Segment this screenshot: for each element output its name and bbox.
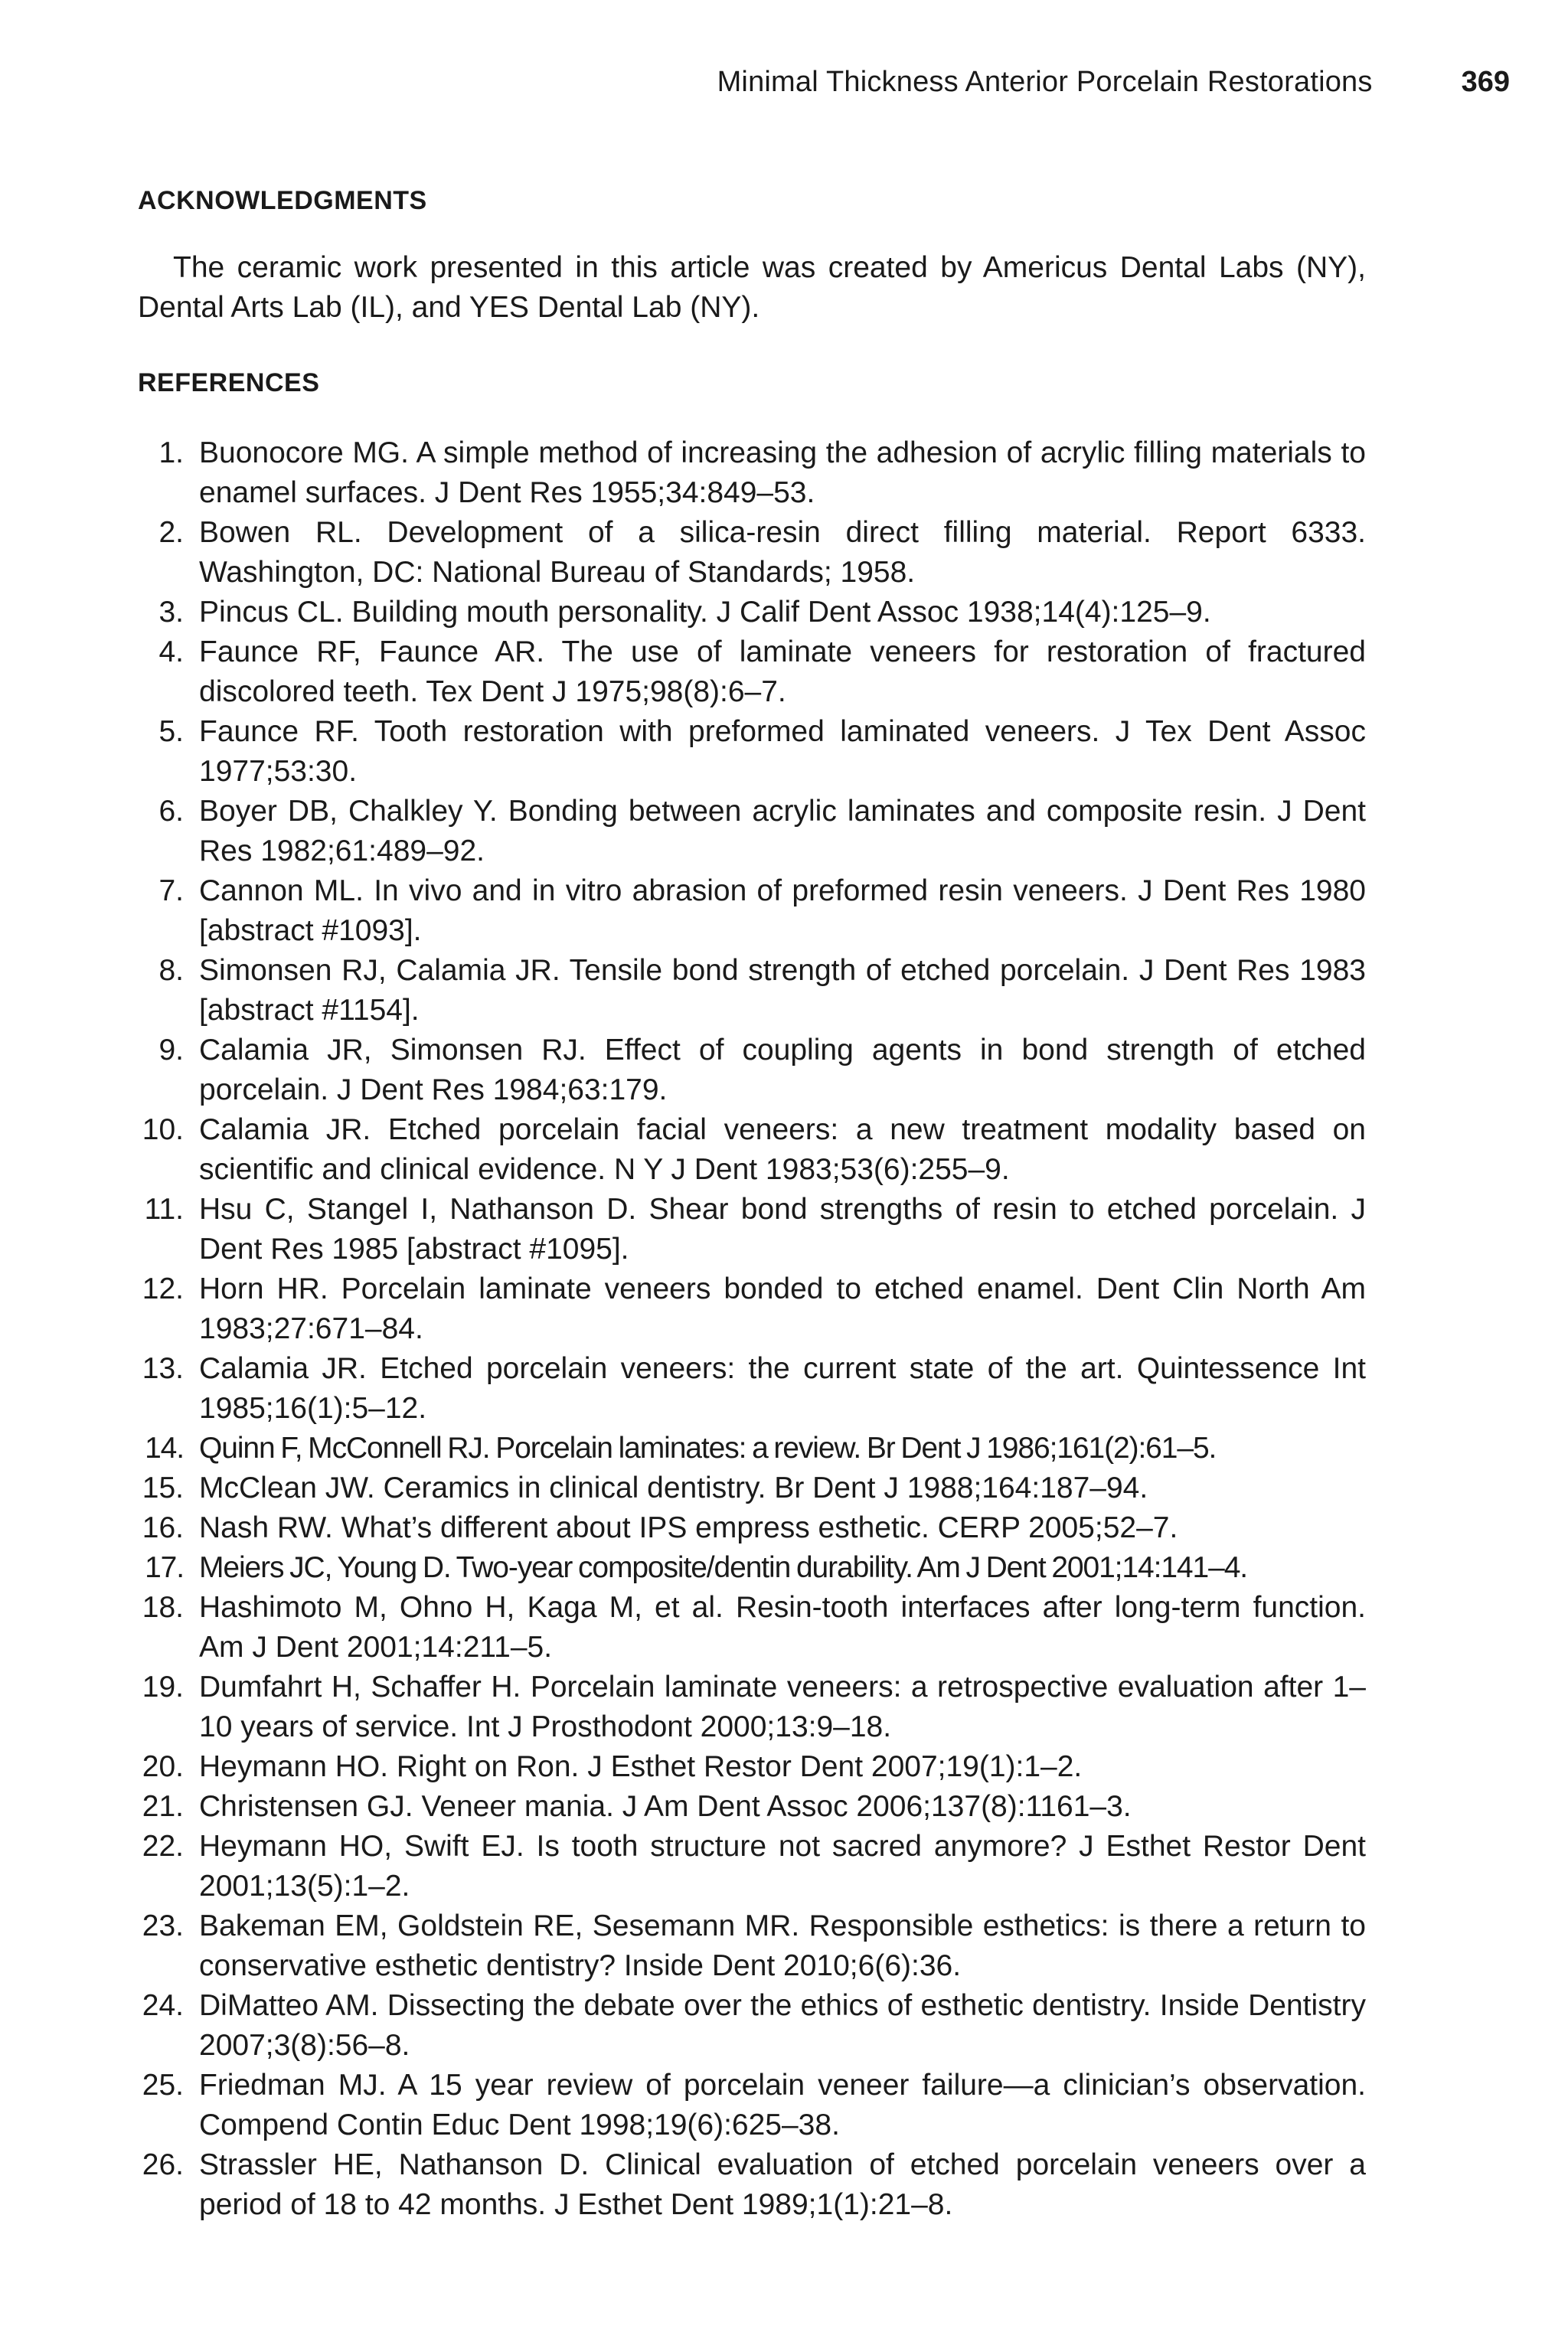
references-heading: REFERENCES — [138, 368, 320, 397]
reference-number: 10. — [142, 1113, 184, 1146]
reference-number: 5. — [158, 715, 184, 748]
reference-text: Calamia JR. Etched porcelain veneers: the current state of the art. Quintessence Int 1985;16(1):5–12. — [199, 1352, 1366, 1425]
page-number: 369 — [1461, 66, 1510, 98]
reference-item — [138, 1668, 1366, 1747]
reference-number: 12. — [142, 1272, 184, 1305]
reference-text: Dumfahrt H, Schaffer H. Porcelain laminate veneers: a retrospective evaluation after 1–10 years of service. Int J Prosthodont 2000;13:9–18. — [199, 1671, 1366, 1743]
reference-number: 19. — [142, 1671, 184, 1704]
acknowledgments-text: The ceramic work presented in this article was created by Americus Dental Labs (NY), Dental Arts Lab (IL), and YES Dental Lab (NY). — [138, 251, 1366, 324]
reference-number: 22. — [142, 1830, 184, 1863]
reference-item — [138, 1747, 1366, 1787]
reference-item — [138, 1110, 1366, 1190]
reference-list — [138, 433, 1366, 2225]
running-header — [0, 64, 1510, 100]
reference-number: 6. — [158, 795, 184, 828]
reference-text: McClean JW. Ceramics in clinical dentistry. Br Dent J 1988;164:187–94. — [199, 1472, 1148, 1504]
reference-text: Strassler HE, Nathanson D. Clinical evaluation of etched porcelain veneers over a period of 18 to 42 months. J Esthet Dent 1989;1(1):21–8. — [199, 2148, 1366, 2221]
reference-item — [138, 593, 1366, 632]
reference-number: 20. — [142, 1750, 184, 1783]
reference-number: 14. — [145, 1432, 184, 1465]
reference-item — [138, 2145, 1366, 2225]
reference-item — [138, 951, 1366, 1031]
acknowledgments-heading: ACKNOWLEDGMENTS — [138, 186, 427, 215]
reference-item — [138, 1349, 1366, 1429]
reference-text: Faunce RF, Faunce AR. The use of laminate veneers for restoration of fractured discolored teeth. Tex Dent J 1975;98(8):6–7. — [199, 635, 1366, 708]
reference-number: 17. — [145, 1551, 184, 1584]
reference-item — [138, 632, 1366, 712]
reference-item — [138, 871, 1366, 951]
reference-item — [138, 433, 1366, 513]
reference-text: Heymann HO, Swift EJ. Is tooth structure not sacred anymore? J Esthet Restor Dent 2001;13(5):1–2. — [199, 1830, 1366, 1903]
reference-number: 7. — [158, 874, 184, 907]
reference-number: 26. — [142, 2148, 184, 2181]
reference-text: Bakeman EM, Goldstein RE, Sesemann MR. Responsible esthetics: is there a return to conservative esthetic dentistry? Inside Dent 2010;6(6):36. — [199, 1909, 1366, 1982]
reference-text: Bowen RL. Development of a silica-resin direct filling material. Report 6333. Washington, DC: National Bureau of Standards; 1958. — [199, 516, 1366, 589]
reference-number: 24. — [142, 1989, 184, 2022]
article-content — [138, 184, 1366, 2225]
reference-text: Christensen GJ. Veneer mania. J Am Dent Assoc 2006;137(8):1161–3. — [199, 1790, 1132, 1823]
reference-number: 25. — [142, 2069, 184, 2102]
reference-text: Heymann HO. Right on Ron. J Esthet Restor Dent 2007;19(1):1–2. — [199, 1750, 1083, 1783]
reference-number: 8. — [158, 954, 184, 987]
reference-text: Hsu C, Stangel I, Nathanson D. Shear bond strengths of resin to etched porcelain. J Dent Res 1985 [abstract #1095]. — [199, 1193, 1366, 1266]
reference-text: Hashimoto M, Ohno H, Kaga M, et al. Resin-tooth interfaces after long-term function. Am J Dent 2001;14:211–5. — [199, 1591, 1366, 1664]
reference-item — [138, 1190, 1366, 1269]
reference-item — [138, 1468, 1366, 1508]
running-title: Minimal Thickness Anterior Porcelain Restorations — [717, 66, 1373, 98]
reference-number: 2. — [158, 516, 184, 549]
reference-number: 16. — [142, 1511, 184, 1544]
reference-item — [138, 513, 1366, 593]
reference-number: 23. — [142, 1909, 184, 1942]
reference-item — [138, 2066, 1366, 2145]
reference-item — [138, 792, 1366, 871]
reference-item — [138, 712, 1366, 792]
reference-text: Simonsen RJ, Calamia JR. Tensile bond strength of etched porcelain. J Dent Res 1983 [abstract #1154]. — [199, 954, 1366, 1027]
reference-item — [138, 1269, 1366, 1349]
reference-text: Quinn F, McConnell RJ. Porcelain laminates: a review. Br Dent J 1986;161(2):61–5. — [199, 1432, 1217, 1465]
reference-number: 15. — [142, 1472, 184, 1504]
reference-item — [138, 1429, 1366, 1468]
reference-number: 1. — [158, 436, 184, 469]
reference-number: 9. — [158, 1034, 184, 1067]
reference-number: 18. — [142, 1591, 184, 1624]
reference-text: Faunce RF. Tooth restoration with preformed laminated veneers. J Tex Dent Assoc 1977;53:30. — [199, 715, 1366, 788]
reference-item — [138, 1508, 1366, 1548]
reference-text: Horn HR. Porcelain laminate veneers bonded to etched enamel. Dent Clin North Am 1983;27:671–84. — [199, 1272, 1366, 1345]
reference-text: Pincus CL. Building mouth personality. J Calif Dent Assoc 1938;14(4):125–9. — [199, 596, 1211, 629]
reference-number: 11. — [144, 1193, 184, 1226]
reference-item — [138, 1787, 1366, 1827]
reference-item — [138, 1827, 1366, 1906]
reference-text: DiMatteo AM. Dissecting the debate over the ethics of esthetic dentistry. Inside Dentistry 2007;3(8):56–8. — [199, 1989, 1366, 2062]
reference-text: Meiers JC, Young D. Two-year composite/dentin durability. Am J Dent 2001;14:141–4. — [199, 1551, 1248, 1584]
reference-text: Cannon ML. In vivo and in vitro abrasion of preformed resin veneers. J Dent Res 1980 [abstract #1093]. — [199, 874, 1366, 947]
reference-number: 4. — [158, 635, 184, 668]
reference-item — [138, 1588, 1366, 1668]
reference-text: Calamia JR. Etched porcelain facial veneers: a new treatment modality based on scientific and clinical evidence. N Y J Dent 1983;53(6):255–9. — [199, 1113, 1366, 1186]
reference-number: 21. — [142, 1790, 184, 1823]
reference-number: 3. — [158, 596, 184, 629]
reference-item — [138, 1986, 1366, 2066]
reference-item — [138, 1548, 1366, 1588]
reference-text: Calamia JR, Simonsen RJ. Effect of coupling agents in bond strength of etched porcelain. J Dent Res 1984;63:179. — [199, 1034, 1366, 1106]
reference-text: Buonocore MG. A simple method of increasing the adhesion of acrylic filling materials to enamel surfaces. J Dent Res 1955;34:849–53. — [199, 436, 1366, 509]
reference-text: Boyer DB, Chalkley Y. Bonding between acrylic laminates and composite resin. J Dent Res 1982;61:489–92. — [199, 795, 1366, 867]
reference-text: Friedman MJ. A 15 year review of porcelain veneer failure—a clinician’s observation. Compend Contin Educ Dent 1998;19(6):625–38. — [199, 2069, 1366, 2141]
reference-item — [138, 1031, 1366, 1110]
reference-number: 13. — [142, 1352, 184, 1385]
reference-text: Nash RW. What’s different about IPS empress esthetic. CERP 2005;52–7. — [199, 1511, 1178, 1544]
reference-item — [138, 1906, 1366, 1986]
